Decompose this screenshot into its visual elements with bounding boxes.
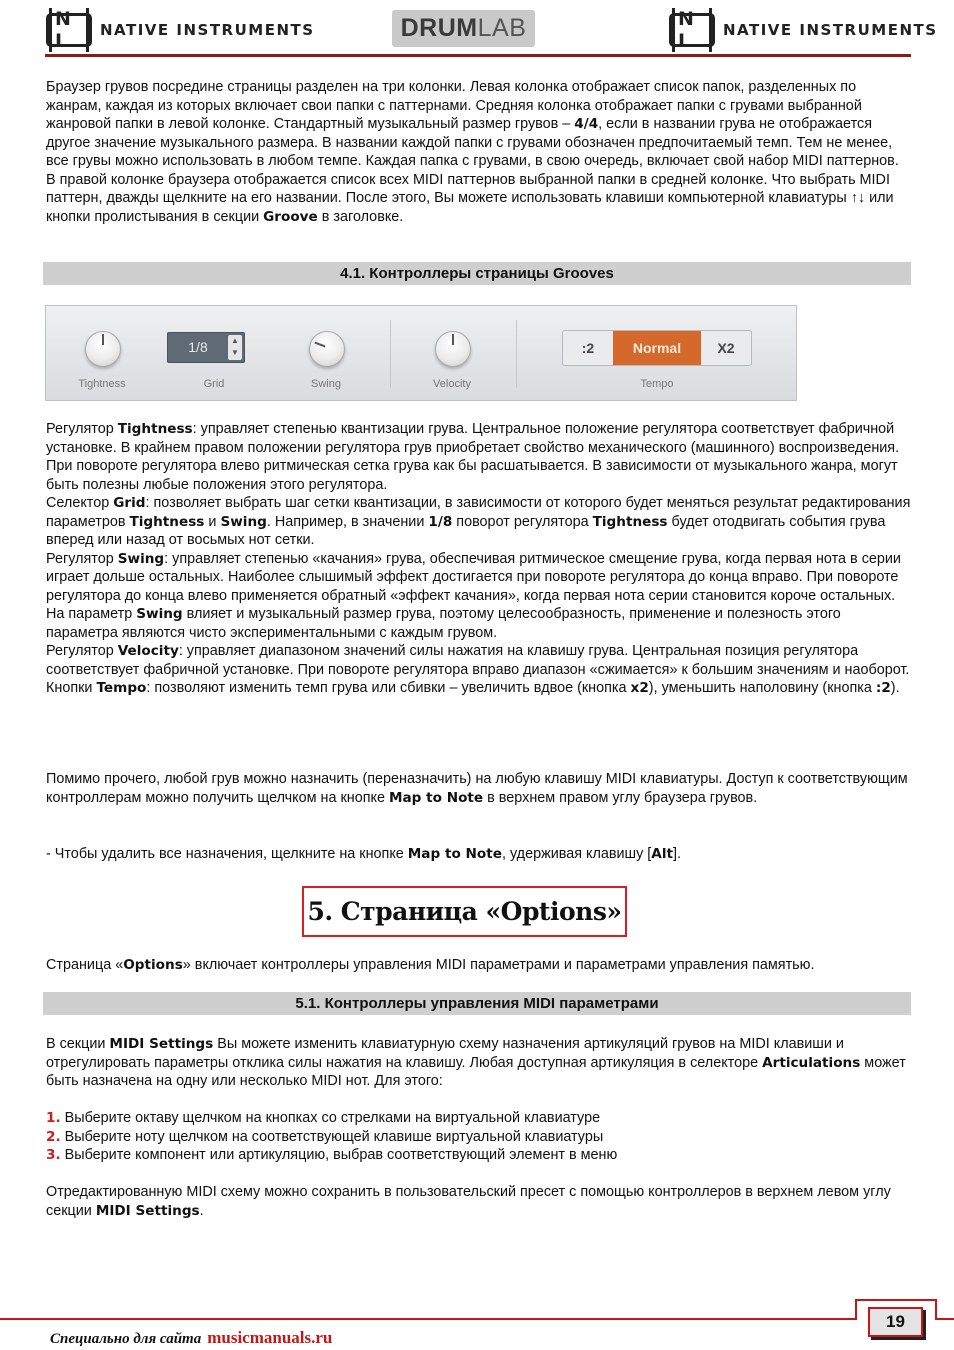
options-intro: Страница «Options» включает контроллеры управления MIDI параметрами и параметрами управления памятью.: [46, 957, 815, 973]
tempo-description: Кнопки Tempo: позволяют изменить темп грува или сбивки – увеличить вдвое (кнопка x2), уменьшить наполовину (кнопка :2).: [46, 680, 900, 696]
panel-divider: [516, 320, 517, 388]
midi-steps-list: [46, 1109, 912, 1165]
native-instruments-logo-left: [46, 8, 315, 52]
swing-knob[interactable]: [309, 331, 345, 367]
grid-selector[interactable]: [167, 332, 245, 363]
velocity-description: Регулятор Velocity: управляет диапазоном значений силы нажатия на клавишу грува. Центральная позиция регулятора соответствует фабричной установке. При повороте регулятора вправо диапазон «сжимается» к большим значениям и наоборот.: [46, 643, 910, 678]
tightness-description: Регулятор Tightness: управляет степенью квантизации грува. Центральное положение регулятора соответствует фабричной установке. В крайнем правом положении регулятора грув приобретает свойство механического (машинного) воспроизведения. При повороте регулятора влево ритмическая сетка грува как бы расшатывается. В зависимости от музыкального жанра, могут быть полезны любые положения этого регулятора.: [46, 421, 900, 493]
intro-paragraph: Браузер грувов посредине страницы разделен на три колонки. Левая колонка отображает список папок, разделенных по жанрам, каждая из которых включает свои папки с паттернами. Средняя колонка отображает папки с грувами выбранной жанровой папки в левой колонке. Стандартный музыкальный размер грувов – 4/4, если в названии грува не отображается другое значение музыкального размера. В названии каждой папки с грувами обозначен предпочитаемый темп. Тем не менее, все грувы можно использовать в любом темпе. Каждая папка с грувами, в свою очередь, включает свой набор MIDI паттернов. В правой колонке браузера отображается список всех MIDI паттернов выбранной папки в средней колонке. Что выбрать MIDI паттерн, дважды щелкните на его названии. После этого, Вы можете использовать клавиши компьютерной клавиатуры ↑↓ или кнопки пролистывания в секции Groove в заголовке.: [46, 79, 899, 225]
footer-tab-edge: [855, 1299, 857, 1320]
midi-preset-paragraph: Отредактированную MIDI схему можно сохранить в пользовательский пресет с помощью контроллеров в верхнем левом углу секции MIDI Settings.: [46, 1184, 891, 1219]
ni-logo-text: NATIVE INSTRUMENTS: [723, 21, 938, 39]
grooves-controller-panel: [45, 305, 797, 401]
ni-logo-icon: N I: [46, 13, 92, 47]
midi-settings-paragraph: В секции MIDI Settings Вы можете изменить клавиатурную схему назначения артикуляций грувов на MIDI клавиши и отрегулировать параметры отклика силы нажатия на клавишу. Любая доступная артикуляция в селекторе Articulations может быть назначена на одну или несколько MIDI нот. Для этого:: [46, 1036, 906, 1089]
tightness-label: Tightness: [78, 378, 126, 390]
tightness-knob[interactable]: [85, 331, 121, 367]
grid-label: Grid: [203, 378, 225, 390]
page-number: 19: [868, 1307, 923, 1337]
tempo-label: Tempo: [640, 378, 674, 390]
footer-divider: [0, 1318, 857, 1320]
remove-assignments-note: - Чтобы удалить все назначения, щелкните на кнопке Map to Note, удерживая клавишу [Alt].: [46, 846, 681, 862]
panel-divider: [390, 320, 391, 388]
chapter-5-heading: 5. Страница «Options»: [302, 886, 627, 937]
drumlab-logo-bold: DRUM: [400, 14, 478, 42]
header-divider: [45, 54, 911, 57]
tempo-switch: [562, 330, 752, 366]
grid-description: Селектор Grid: позволяет выбрать шаг сетки квантизации, в зависимости от которого будет меняться результат редактирования параметров Tightness и Swing. Например, в значении 1/8 поворот регулятора Tightness будет отодвигать события грува вперед или назад от восьмых нот сетки.: [46, 495, 911, 548]
ni-logo-text: NATIVE INSTRUMENTS: [100, 21, 315, 39]
ni-logo-icon: N I: [669, 13, 715, 47]
list-item: 2. Выберите ноту щелчком на соответствующей клавише виртуальной клавиатуры: [46, 1128, 604, 1145]
footer-divider: [935, 1318, 954, 1320]
tempo-half-button[interactable]: :2: [581, 340, 595, 356]
grid-value: 1/8: [188, 339, 208, 355]
tempo-double-button[interactable]: X2: [717, 340, 735, 356]
list-item: 1. Выберите октаву щелчком на кнопках со стрелками на виртуальной клавиатуре: [46, 1110, 601, 1126]
grid-stepper-arrows-icon[interactable]: ▲ ▼: [228, 335, 242, 360]
controllers-description: [46, 420, 912, 698]
site-link[interactable]: musicmanuals.ru: [207, 1328, 333, 1347]
section-heading-4-1: 4.1. Контроллеры страницы Grooves: [43, 262, 911, 285]
footer-tab-edge: [855, 1299, 937, 1301]
drumlab-logo-light: LAB: [477, 14, 527, 42]
native-instruments-logo-right: [669, 8, 938, 52]
map-to-note-paragraph: Помимо прочего, любой грув можно назначить (переназначить) на любую клавишу MIDI клавиатуры. Доступ к соответствующим контроллерам можно получить щелчком на кнопке Map to Note в верхнем правом углу браузера грувов.: [46, 771, 908, 806]
swing-description: Регулятор Swing: управляет степенью «качания» грува, обеспечивая ритмическое смещение грува, когда первая нота в серии играет дольше остальных. Наиболее слышимый эффект достигается при повороте регулятора до конца вправо. При повороте регулятора до конца влево применяется обратный «эффект качания», когда первая нота серии становится короче остальных. На параметр Swing влияет и музыкальный размер грува, поэтому целесообразность, применение и полезность этого параметра являются чисто экспериментальными с каждым грувом.: [46, 550, 901, 641]
velocity-label: Velocity: [433, 378, 471, 390]
velocity-knob[interactable]: [435, 331, 471, 367]
footer-tab-edge: [935, 1299, 937, 1320]
section-heading-5-1: 5.1. Контроллеры управления MIDI параметрами: [43, 992, 911, 1015]
footer-credit: Специально для сайта musicmanuals.ru: [50, 1328, 333, 1347]
drumlab-logo: [392, 10, 535, 47]
list-item: 3. Выберите компонент или артикуляцию, выбрав соответствующий элемент в меню: [46, 1147, 618, 1163]
swing-label: Swing: [311, 378, 341, 390]
tempo-normal-button[interactable]: Normal: [613, 331, 701, 365]
